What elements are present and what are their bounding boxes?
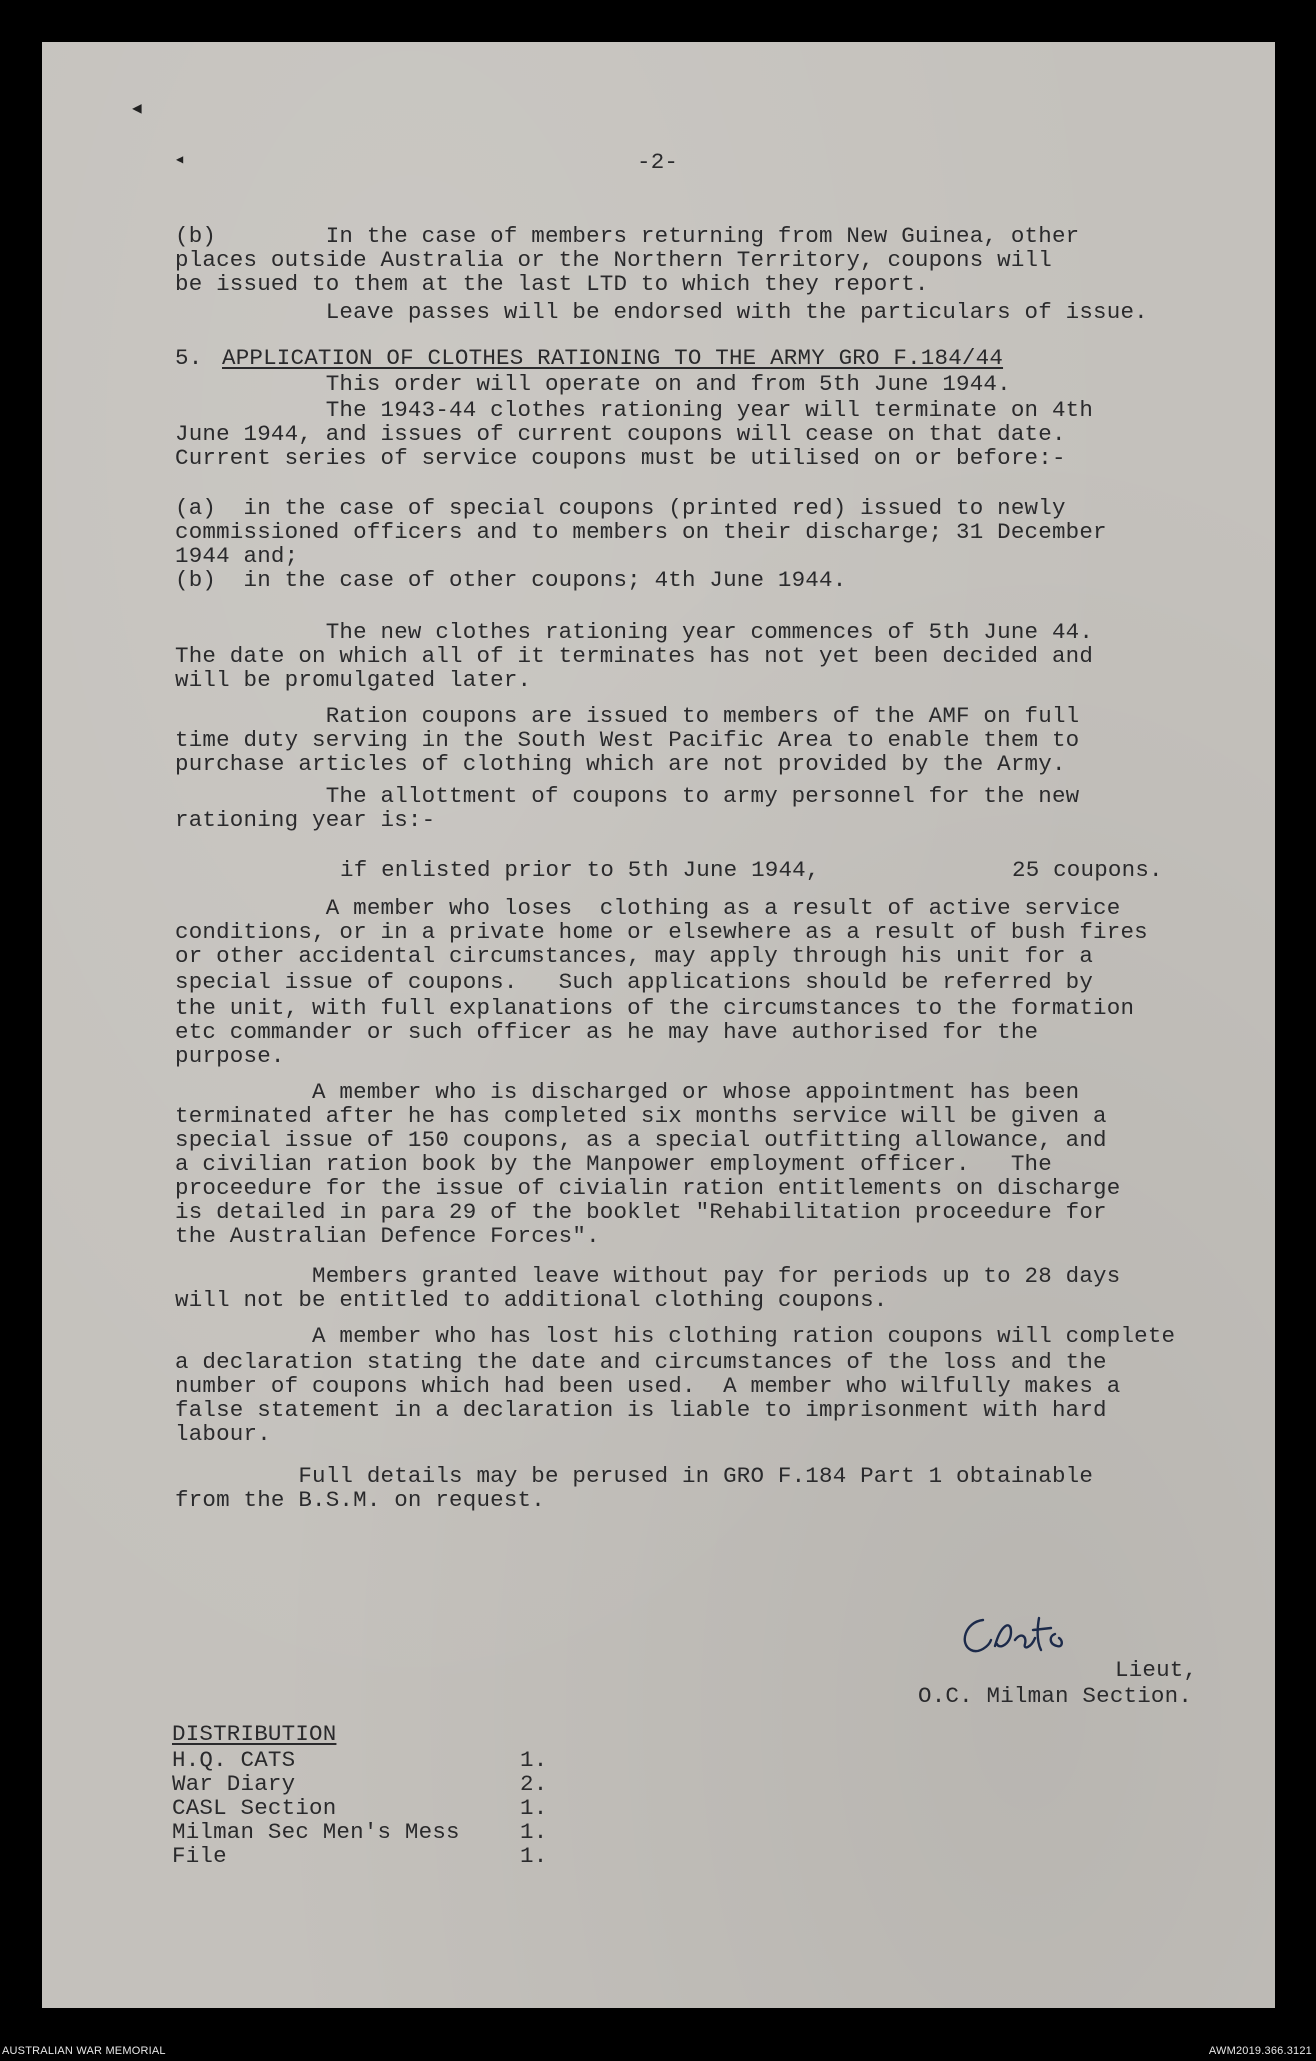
details-para-line: from the B.S.M. on request. (175, 1487, 545, 1513)
loss-para-line: special issue of coupons. Such applications should be referred by (175, 969, 1094, 995)
item-b-line: (b) in the case of other coupons; 4th June 1944. (175, 567, 847, 593)
new-year-line: The date on which all of it terminates has not yet been decided and (175, 643, 1094, 669)
ration-coupons-line: Ration coupons are issued to members of the AMF on full (175, 703, 1080, 729)
page-number: -2- (637, 149, 679, 175)
item-a-line: 1944 and; (175, 543, 299, 569)
lost-para-line: A member who has lost his clothing ration coupons will complete (175, 1323, 1176, 1349)
discharge-para-line: proceedure for the issue of civialin ration entitlements on discharge (175, 1175, 1121, 1201)
distribution-recipient: H.Q. CATS (172, 1747, 296, 1773)
discharge-para-line: special issue of 150 coupons, as a special outfitting allowance, and (175, 1127, 1107, 1153)
allotment-condition: if enlisted prior to 5th June 1944, (340, 857, 820, 883)
item-a-line: commissioned officers and to members on their discharge; 31 December (175, 519, 1107, 545)
leave-para-line: Members granted leave without pay for periods up to 28 days (175, 1263, 1121, 1289)
lost-para-line: number of coupons which had been used. A member who wilfully makes a (175, 1373, 1121, 1399)
para-b-line: Leave passes will be endorsed with the particulars of issue. (175, 299, 1148, 325)
item-a-line: (a) in the case of special coupons (printed red) issued to newly (175, 495, 1066, 521)
ration-coupons-line: time duty serving in the South West Pacific Area to enable them to (175, 727, 1080, 753)
intro-line: Current series of service coupons must be utilised on or before:- (175, 445, 1066, 471)
section-heading: APPLICATION OF CLOTHES RATIONING TO THE ARMY GRO F.184/44 (222, 345, 1004, 371)
para-b-line: (b) In the case of members returning from New Guinea, other (175, 223, 1080, 249)
lost-para-line: false statement in a declaration is liable to imprisonment with hard (175, 1397, 1107, 1423)
new-year-line: will be promulgated later. (175, 667, 532, 693)
leave-para-line: will not be entitled to additional clothing coupons. (175, 1287, 888, 1313)
loss-para-line: A member who loses clothing as a result of active service (175, 895, 1121, 921)
details-para-line: Full details may be perused in GRO F.184 Part 1 obtainable (175, 1463, 1094, 1489)
intro-line: This order will operate on and from 5th June 1944. (175, 371, 1011, 397)
intro-line: The 1943-44 clothes rationing year will terminate on 4th (175, 397, 1094, 423)
distribution-recipient: File (172, 1843, 227, 1869)
distribution-copies: 2. (520, 1771, 548, 1797)
distribution-recipient: Milman Sec Men's Mess (172, 1819, 460, 1845)
handwritten-signature (955, 1610, 1075, 1660)
allotment-line: rationing year is:- (175, 807, 436, 833)
distribution-recipient: CASL Section (172, 1795, 337, 1821)
loss-para-line: conditions, or in a private home or elsewhere as a result of bush fires (175, 919, 1148, 945)
allotment-amount: 25 coupons. (1012, 857, 1163, 883)
loss-para-line: etc commander or such officer as he may have authorised for the (175, 1019, 1039, 1045)
loss-para-line: purpose. (175, 1043, 285, 1069)
discharge-para-line: terminated after he has completed six months service will be given a (175, 1103, 1107, 1129)
discharge-para-line: the Australian Defence Forces". (175, 1223, 600, 1249)
distribution-copies: 1. (520, 1843, 548, 1869)
new-year-line: The new clothes rationing year commences of 5th June 44. (175, 619, 1094, 645)
ration-coupons-line: purchase articles of clothing which are not provided by the Army. (175, 751, 1066, 777)
lost-para-line: labour. (175, 1421, 271, 1447)
distribution-recipient: War Diary (172, 1771, 296, 1797)
loss-para-line: the unit, with full explanations of the circumstances to the formation (175, 995, 1135, 1021)
lost-para-line: a declaration stating the date and circumstances of the loss and the (175, 1349, 1107, 1375)
intro-line: June 1944, and issues of current coupons will cease on that date. (175, 421, 1066, 447)
allotment-line: The allottment of coupons to army personnel for the new (175, 783, 1080, 809)
discharge-para-line: A member who is discharged or whose appointment has been (175, 1079, 1080, 1105)
footer-credit-left: AUSTRALIAN WAR MEMORIAL (2, 2045, 166, 2057)
distribution-heading: DISTRIBUTION (172, 1721, 337, 1747)
distribution-copies: 1. (520, 1747, 548, 1773)
punch-mark: ◀ (176, 153, 184, 167)
signature-title: O.C. Milman Section. (918, 1683, 1193, 1709)
section-number: 5. (175, 345, 203, 371)
discharge-para-line: a civilian ration book by the Manpower employment officer. The (175, 1151, 1052, 1177)
distribution-copies: 1. (520, 1819, 548, 1845)
distribution-copies: 1. (520, 1795, 548, 1821)
loss-para-line: or other accidental circumstances, may apply through his unit for a (175, 943, 1094, 969)
para-b-line: be issued to them at the last LTD to which they report. (175, 271, 929, 297)
discharge-para-line: is detailed in para 29 of the booklet "Rehabilitation proceedure for (175, 1199, 1107, 1225)
footer-credit-right: AWM2019.366.3121 (1208, 2045, 1312, 2057)
para-b-line: places outside Australia or the Northern Territory, coupons will (175, 247, 1052, 273)
punch-mark: ◀ (132, 100, 142, 118)
signature-rank: Lieut, (1115, 1657, 1198, 1683)
